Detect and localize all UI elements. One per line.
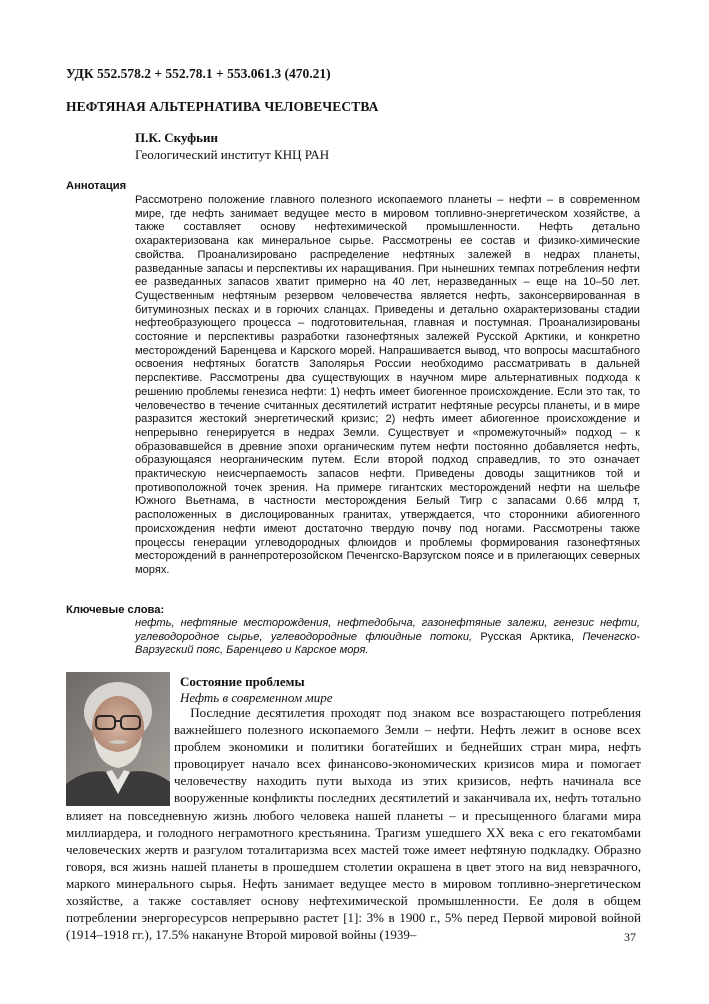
article-title: НЕФТЯНАЯ АЛЬТЕРНАТИВА ЧЕЛОВЕЧЕСТВА bbox=[66, 99, 379, 114]
keywords-text bbox=[135, 617, 640, 658]
abstract-text: Рассмотрено положение главного полезного ископаемого планеты – нефти – в современном мире, где нефть занимает ведущее место в мировом топливно-энергетическом хозяйстве, а также составляет основу нефтехимической промышленности. Нефть детально охарактеризована как минеральное сырье. Рассмотрены ее состав и физико-химические свойства. Проанализировано распределение нефтяных залежей в недрах планеты, разведанные запасы и перспективы их наращивания. При нынешних темпах потребления нефти ее разведанных запасов хватит примерно на 40 лет, неразведанных – еще на 10–50 лет. Существенным нефтяным резервом человечества является нефть, законсервированная в битуминозных песках и в горючих сланцах. Приведены и детально охарактеризованы стадии нефтеобразующего процесса – подготовительная, главная и постумная. Проанализированы состояние и перспективы разработки газонефтяных залежей Русской Арктики, и конкретно месторождений Баренцева и Карского морей. Напрашивается вывод, что вопросы масштабного освоения нефтяных богатств Заполярья России необходимо рассматривать в дальней перспективе. Рассмотрены два существующих в научном мире альтернативных подхода к решению проблемы генезиса нефти: 1) нефть имеет биогенное происхождение. Если это так, то человечество в течение считанных десятилетий истратит нефтяные ресурсы планеты, и в мире разразится жестокий энергетический кризис; 2) нефть имеет абиогенное происхождение и непрерывно генерируется в недрах Земли. Существует и «промежуточный» подход – к образовавшейся в древние эпохи органическим путем нефти постоянно добавляется нефть, образующаяся неорганическим путем. Если второй подход справедлив, то это означает практическую неисчерпаемость запасов нефти. Приведены доводы защитников той и противоположной точек зрения. На примере гигантских месторождений нефти на шельфе Южного Вьетнама, в частности месторождения Белый Тигр с запасами 0.66 млрд т, расположенных в дислоцированных гранитах, утверждается, что сторонники абиогенного происхождения нефти имеют достаточно твердую почву под ногами. Рассмотрены также процессы генерации углеводородных флюидов и проблемы формирования газонефтяных месторождений в раннепротерозойском Печенгско-Варзугском поясе и в прилегающих северных морях. bbox=[135, 194, 640, 576]
page-number: 37 bbox=[624, 930, 636, 944]
section-body bbox=[66, 704, 641, 943]
abstract-heading: Аннотация bbox=[66, 180, 127, 192]
section-paragraph: Последние десятилетия проходят под знаком все возрастающего потребления важнейшего полезного ископаемого Земли – нефти. Нефть лежит в основе всех проблем экономики и политики богатейших и беднейших стран мира, нефть провоцирует начало всех финансово-экономических кризисов мира и помогает человечеству находить пути выхода из этих кризисов, нефть начинала все вооруженные конфликты последних десятилетий и заканчивала их, нефть тотально влияет на повседневную жизнь любого человека нашей планеты – и пресыщенного благами мира миллиардера, и голодного неграмотного крестьянина. Трагизм ушедшего XX века с его гекатомбами человеческих жертв и разгулом тоталитаризма всех мастей тоже имеет нефтяную подкладку. Образно говоря, вся жизнь нашей планеты в прошедшем столетии окрашена в цвет этого на вид невзрачного, маркого минерального сырья. Нефть занимает ведущее место в мировом топливно-энергетическом хозяйстве, а также составляет основу нефтехимической промышленности. Ее доля в общем потреблении энергоресурсов непрерывно растет [1]: 3% в 1900 г., 5% перед Первой мировой войной (1914–1918 гг.), 17.5% накануне Второй мировой войны (1939– bbox=[66, 705, 641, 943]
keywords-plain: Русская Арктика, bbox=[472, 630, 583, 643]
photo-wrap-spacer bbox=[66, 704, 174, 804]
section-heading: Состояние проблемы bbox=[180, 674, 305, 689]
subsection-heading: Нефть в современном мире bbox=[180, 690, 333, 705]
keywords-italic-1: нефть, нефтяные месторождения, нефтедобыча, газонефтяные залежи, генезис нефти, углеводородное сырье, углеводородные флюидные потоки, bbox=[135, 617, 640, 643]
author-affiliation: Геологический институт КНЦ РАН bbox=[135, 147, 330, 162]
keywords-heading: Ключевые слова: bbox=[66, 604, 165, 616]
author-name: П.К. Скуфьин bbox=[135, 130, 219, 145]
udk-code: УДК 552.578.2 + 552.78.1 + 553.061.3 (470.21) bbox=[66, 66, 331, 81]
keywords-italic-2: Печенгско-Варзугский пояс, Баренцево и Карское моря. bbox=[135, 630, 640, 657]
